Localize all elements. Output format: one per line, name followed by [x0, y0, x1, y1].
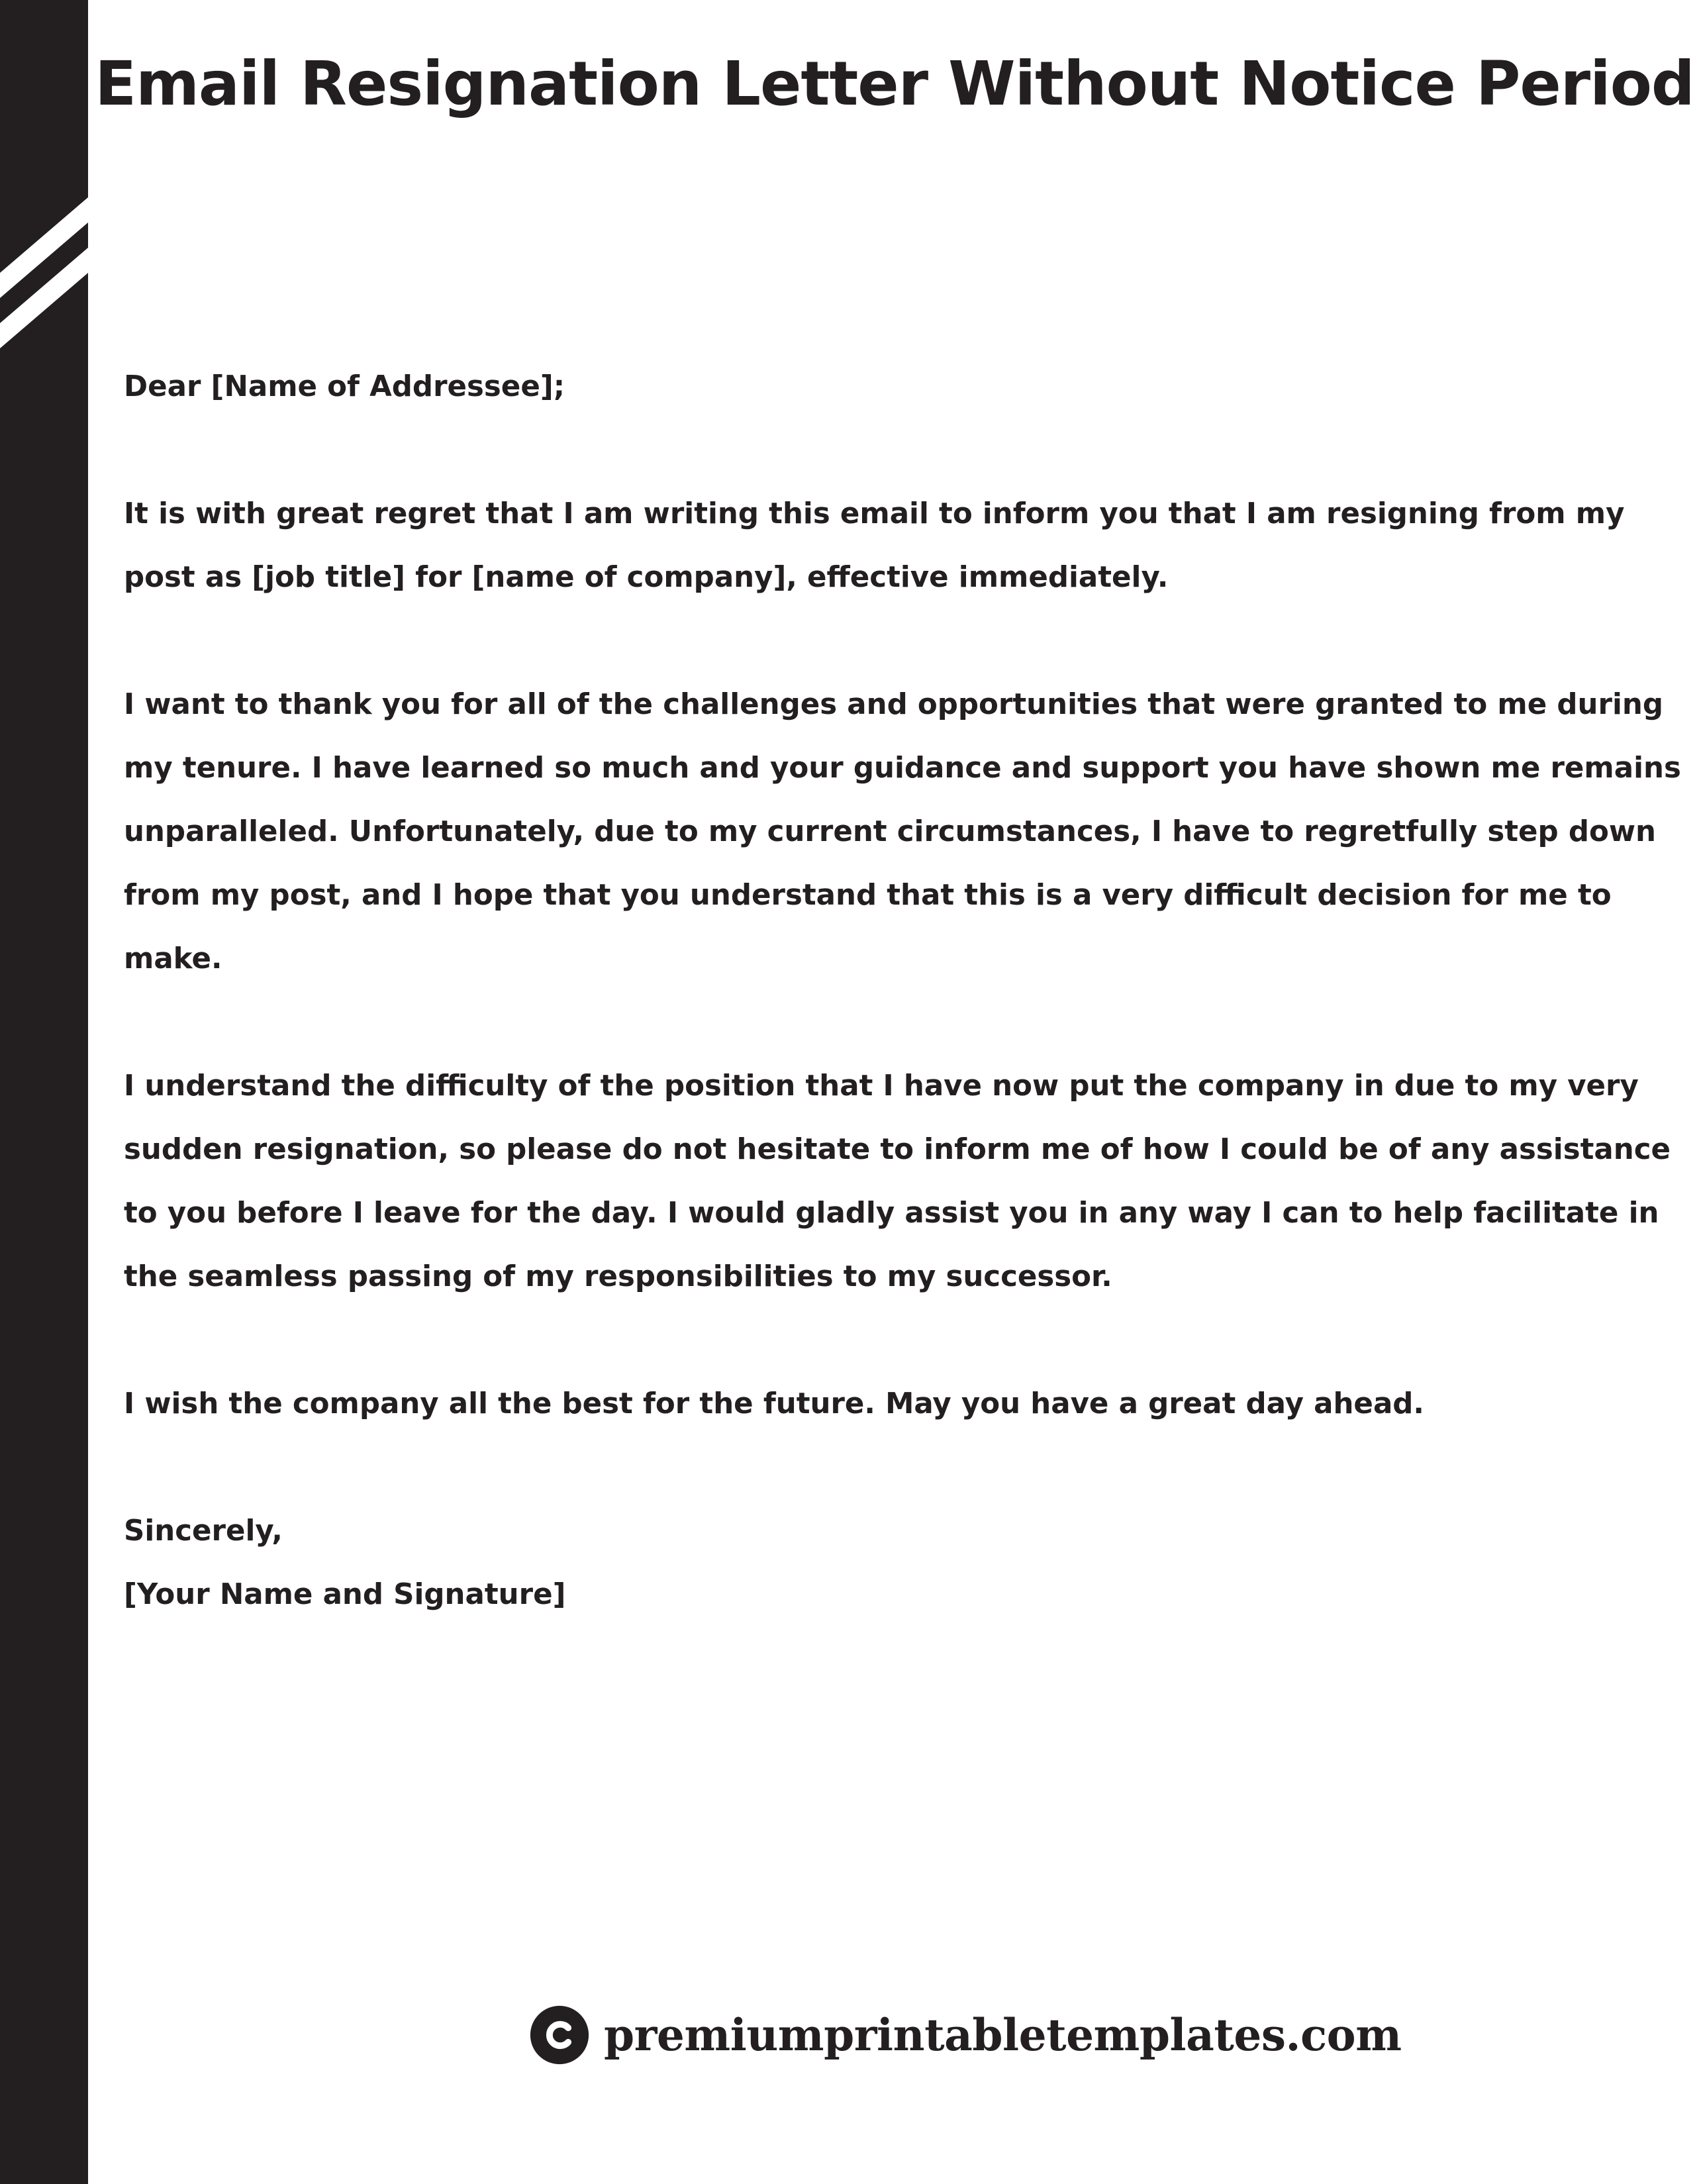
copyright-icon — [530, 2005, 589, 2065]
letter-paragraph: I want to thank you for all of the challenges and opportunities that were granted to me during my tenure. I have learned so much and your guidance and support you have shown me remains unparalleled. Unfortunately, due to my current circumstances, I have to regretfully step down from my post, and I hope that you understand that this is a very difficult decision for me to make. — [124, 688, 1681, 975]
decorative-side-bar — [0, 0, 88, 2184]
closing: Sincerely, — [124, 1514, 283, 1548]
website-link[interactable]: premiumprintabletemplates.com — [604, 2009, 1402, 2061]
footer — [530, 1999, 1402, 2071]
salutation: Dear [Name of Addressee]; — [124, 370, 565, 403]
letter-paragraph: I understand the difficulty of the position that I have now put the company in due to my very sudden resignation, so please do not hesitate to inform me of how I could be of any assistance to you before I leave for the day. I would gladly assist you in any way I can to help facilitate in the seamless passing of my responsibilities to my successor. — [124, 1069, 1671, 1293]
letter-body — [124, 355, 1694, 1626]
letter-paragraph: It is with great regret that I am writing this email to inform you that I am resigning from my post as [job title] for [name of company], effective immediately. — [124, 497, 1625, 594]
page-title: Email Resignation Letter Without Notice Period — [95, 48, 1694, 119]
signature-placeholder: [Your Name and Signature] — [124, 1578, 566, 1611]
letter-paragraph: I wish the company all the best for the future. May you have a great day ahead. — [124, 1387, 1424, 1420]
